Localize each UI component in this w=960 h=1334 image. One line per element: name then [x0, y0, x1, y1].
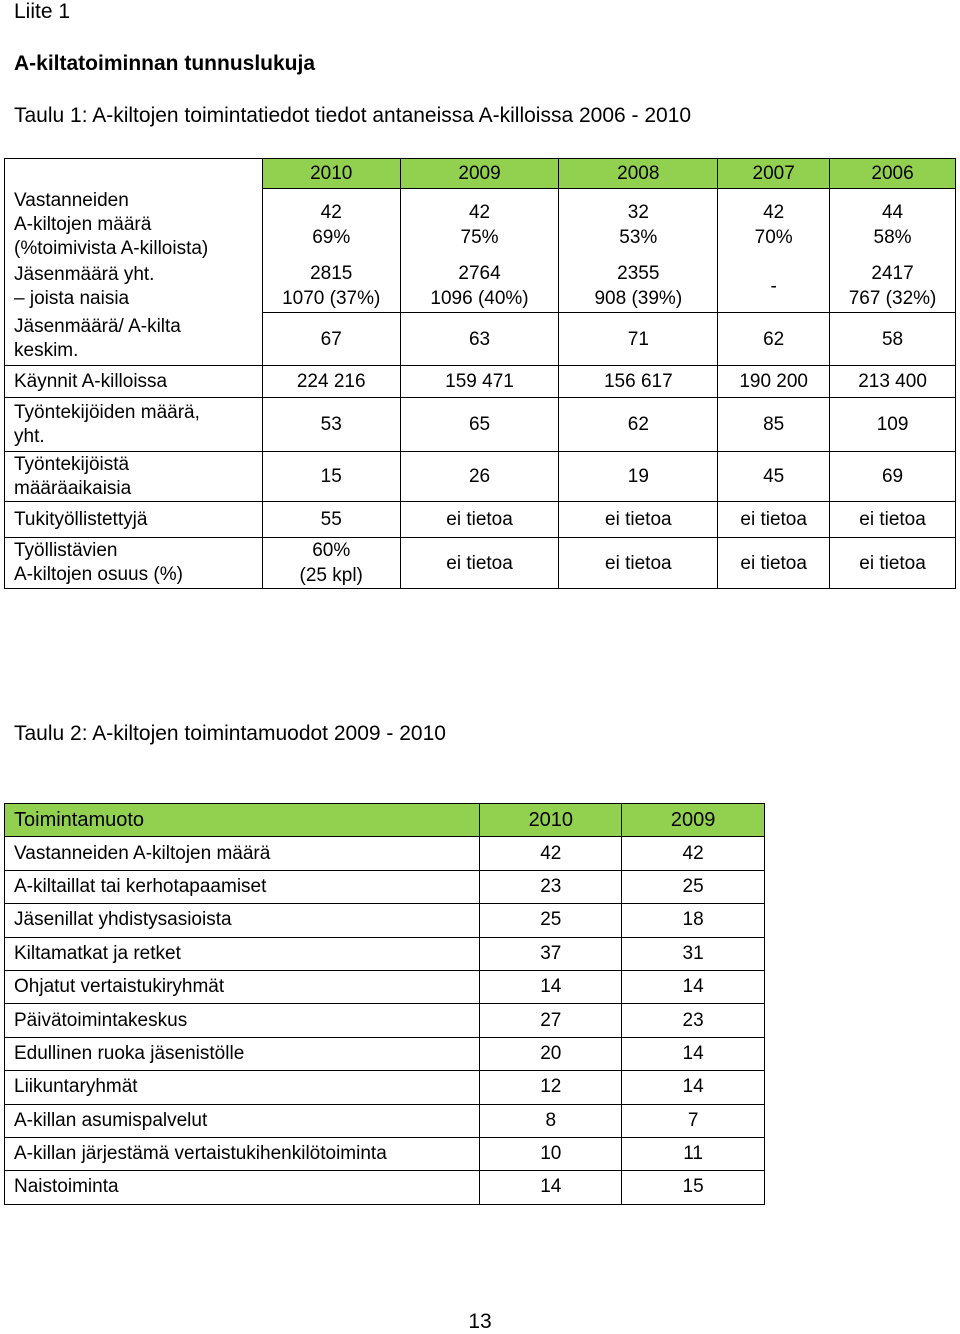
value-cell: 20 [480, 1037, 622, 1070]
value-cell: 25 [622, 870, 765, 903]
value-cell: 12 [480, 1071, 622, 1104]
data-cell: 67 [262, 313, 400, 366]
data-cell: 44 58% [830, 189, 956, 261]
data-cell: 55 [262, 502, 400, 538]
table1-row-members-avg [5, 313, 956, 366]
value-cell: 18 [622, 904, 765, 937]
activity-cell: A-killan asumispalvelut [5, 1104, 480, 1137]
data-cell: 32 53% [559, 189, 718, 261]
value-cell: 14 [622, 1037, 765, 1070]
data-cell: ei tietoa [559, 538, 718, 589]
table-row [5, 904, 765, 937]
page-number: 13 [468, 1310, 492, 1333]
activity-cell: Jäsenillat yhdistysasioista [5, 904, 480, 937]
data-cell: 69 [830, 452, 956, 502]
data-cell: 2764 1096 (40%) [400, 261, 559, 313]
value-cell: 25 [480, 904, 622, 937]
data-cell: 60% (25 kpl) [262, 538, 400, 589]
activity-cell: Ohjatut vertaistukiryhmät [5, 970, 480, 1003]
data-cell: 2355 908 (39%) [559, 261, 718, 313]
year-header: 2006 [830, 159, 956, 189]
data-cell: 53 [262, 398, 400, 452]
value-cell: 7 [622, 1104, 765, 1137]
value-cell: 42 [480, 837, 622, 870]
value-cell: 11 [622, 1137, 765, 1170]
activity-cell: Naistoiminta [5, 1171, 480, 1204]
year-header: 2008 [559, 159, 718, 189]
table2-caption: Taulu 2: A-kiltojen toimintamuodot 2009 - 2010 [14, 722, 446, 745]
data-cell: 45 [718, 452, 830, 502]
year-header: 2009 [400, 159, 559, 189]
data-cell: 26 [400, 452, 559, 502]
table1-row-members [5, 261, 956, 313]
data-cell: 19 [559, 452, 718, 502]
value-cell: 42 [622, 837, 765, 870]
table1-row-employees [5, 398, 956, 452]
data-cell: 85 [718, 398, 830, 452]
table-row [5, 837, 765, 870]
data-cell: 156 617 [559, 366, 718, 398]
data-cell: 65 [400, 398, 559, 452]
data-cell: 159 471 [400, 366, 559, 398]
row-label: Työntekijöistä määräaikaisia [5, 452, 263, 502]
data-cell: 71 [559, 313, 718, 366]
table-row [5, 1004, 765, 1037]
data-cell: ei tietoa [400, 502, 559, 538]
activity-cell: Liikuntaryhmät [5, 1071, 480, 1104]
table-row [5, 1171, 765, 1204]
row-label: Vastanneiden A-kiltojen määrä (%toimivista A-killoista) [5, 189, 263, 261]
activity-cell: Vastanneiden A-kiltojen määrä [5, 837, 480, 870]
value-cell: 14 [480, 970, 622, 1003]
data-cell: 213 400 [830, 366, 956, 398]
data-cell: 63 [400, 313, 559, 366]
value-cell: 10 [480, 1137, 622, 1170]
activity-cell: A-killan järjestämä vertaistukihenkilötoiminta [5, 1137, 480, 1170]
activity-cell: A-kiltaillat tai kerhotapaamiset [5, 870, 480, 903]
column-header: 2010 [480, 804, 622, 837]
data-cell: 190 200 [718, 366, 830, 398]
table1 [4, 158, 956, 589]
table-row [5, 937, 765, 970]
data-cell: 2417 767 (32%) [830, 261, 956, 313]
value-cell: 15 [622, 1171, 765, 1204]
value-cell: 27 [480, 1004, 622, 1037]
row-label: Käynnit A-killoissa [5, 366, 263, 398]
value-cell: 23 [480, 870, 622, 903]
table-row [5, 1071, 765, 1104]
table-row [5, 1137, 765, 1170]
data-cell: 42 69% [262, 189, 400, 261]
table2 [4, 803, 765, 1205]
data-cell: ei tietoa [718, 502, 830, 538]
table1-header-row [5, 159, 956, 189]
row-label: Työllistävien A-kiltojen osuus (%) [5, 538, 263, 589]
column-header: Toimintamuoto [5, 804, 480, 837]
data-cell: ei tietoa [830, 538, 956, 589]
activity-cell: Kiltamatkat ja retket [5, 937, 480, 970]
table-row [5, 1037, 765, 1070]
table2-header-row [5, 804, 765, 837]
table1-row-employing-share [5, 538, 956, 589]
data-cell: 224 216 [262, 366, 400, 398]
row-label: Tukityöllistettyjä [5, 502, 263, 538]
row-label: Jäsenmäärä yht. – joista naisia [5, 261, 263, 313]
value-cell: 8 [480, 1104, 622, 1137]
data-cell: 2815 1070 (37%) [262, 261, 400, 313]
appendix-label: Liite 1 [14, 0, 71, 23]
value-cell: 31 [622, 937, 765, 970]
year-header: 2010 [262, 159, 400, 189]
data-cell: 62 [718, 313, 830, 366]
value-cell: 14 [622, 970, 765, 1003]
activity-cell: Edullinen ruoka jäsenistölle [5, 1037, 480, 1070]
data-cell: ei tietoa [830, 502, 956, 538]
column-header: 2009 [622, 804, 765, 837]
activity-cell: Päivätoimintakeskus [5, 1004, 480, 1037]
value-cell: 23 [622, 1004, 765, 1037]
data-cell: 109 [830, 398, 956, 452]
table1-row-respondents [5, 189, 956, 261]
table-row [5, 970, 765, 1003]
data-cell: 15 [262, 452, 400, 502]
table-row [5, 870, 765, 903]
value-cell: 37 [480, 937, 622, 970]
year-header: 2007 [718, 159, 830, 189]
document-title: A-kiltatoiminnan tunnuslukuja [14, 52, 316, 75]
table-row [5, 1104, 765, 1137]
table1-corner-cell [5, 159, 263, 189]
data-cell: ei tietoa [718, 538, 830, 589]
data-cell: - [718, 261, 830, 313]
table1-caption: Taulu 1: A-kiltojen toimintatiedot tiedot antaneissa A-killoissa 2006 - 2010 [14, 104, 692, 127]
data-cell: ei tietoa [559, 502, 718, 538]
value-cell: 14 [480, 1171, 622, 1204]
table1-row-subsidized [5, 502, 956, 538]
table1-row-fixed-term [5, 452, 956, 502]
data-cell: 62 [559, 398, 718, 452]
row-label: Työntekijöiden määrä, yht. [5, 398, 263, 452]
data-cell: 58 [830, 313, 956, 366]
table1-row-visits [5, 366, 956, 398]
value-cell: 14 [622, 1071, 765, 1104]
data-cell: 42 75% [400, 189, 559, 261]
data-cell: ei tietoa [400, 538, 559, 589]
data-cell: 42 70% [718, 189, 830, 261]
row-label: Jäsenmäärä/ A-kilta keskim. [5, 313, 263, 366]
